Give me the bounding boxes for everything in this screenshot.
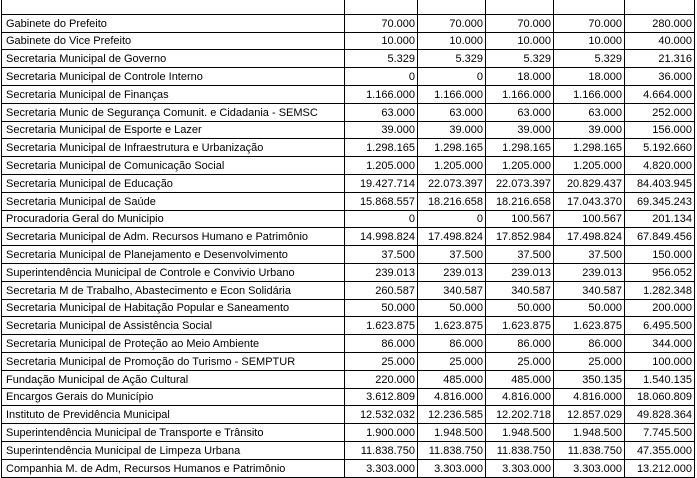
value-cell: 11.838.750 bbox=[554, 441, 625, 459]
value-cell: 25.000 bbox=[554, 352, 625, 370]
agency-name-cell: Secretaria Municipal de Planejamento e Desenvolvimento bbox=[2, 246, 345, 264]
value-cell: 25.000 bbox=[418, 352, 486, 370]
table-row bbox=[2, 85, 695, 103]
value-cell: 18.216.658 bbox=[418, 192, 486, 210]
agency-name-cell: Secretaria Municipal de Adm. Recursos Humano e Patrimônio bbox=[2, 228, 345, 246]
value-cell: 18.000 bbox=[486, 68, 554, 86]
value-cell: 12.202.718 bbox=[486, 406, 554, 424]
total-value-cell: 13.212.000 bbox=[625, 459, 695, 477]
table-row-top-partial bbox=[2, 0, 695, 14]
table-row bbox=[2, 370, 695, 388]
value-cell: 1.166.000 bbox=[418, 85, 486, 103]
value-cell: 485.000 bbox=[486, 370, 554, 388]
table-row bbox=[2, 263, 695, 281]
value-cell: 1.298.165 bbox=[554, 139, 625, 157]
budget-table-body bbox=[2, 0, 695, 477]
value-cell: 17.852.984 bbox=[486, 228, 554, 246]
value-cell: 350.135 bbox=[554, 370, 625, 388]
value-cell: 260.587 bbox=[345, 281, 418, 299]
total-value-cell: 1.540.135 bbox=[625, 370, 695, 388]
value-cell: 1.900.000 bbox=[345, 424, 418, 442]
value-cell: 1.948.500 bbox=[418, 424, 486, 442]
value-cell: 0 bbox=[418, 210, 486, 228]
total-value-cell: 280.000 bbox=[625, 14, 695, 32]
total-value-cell: 4.664.000 bbox=[625, 85, 695, 103]
value-cell: 100.567 bbox=[486, 210, 554, 228]
agency-name-cell: Gabinete do Prefeito bbox=[2, 14, 345, 32]
value-cell: 70.000 bbox=[486, 14, 554, 32]
value-cell: 10.000 bbox=[486, 32, 554, 50]
value-cell: 11.838.750 bbox=[418, 441, 486, 459]
value-cell: 70.000 bbox=[554, 14, 625, 32]
total-value-cell: 252.000 bbox=[625, 103, 695, 121]
value-cell: 3.303.000 bbox=[418, 459, 486, 477]
value-cell: 10.000 bbox=[418, 32, 486, 50]
value-cell: 1.298.165 bbox=[418, 139, 486, 157]
agency-name-cell: Instituto de Previdência Municipal bbox=[2, 406, 345, 424]
value-cell: 39.000 bbox=[486, 121, 554, 139]
table-row bbox=[2, 139, 695, 157]
value-cell: 3.303.000 bbox=[345, 459, 418, 477]
value-cell: 86.000 bbox=[345, 335, 418, 353]
total-value-cell: 1.282.348 bbox=[625, 281, 695, 299]
value-cell: 22.073.397 bbox=[418, 174, 486, 192]
value-cell: 1.205.000 bbox=[486, 157, 554, 175]
value-cell: 220.000 bbox=[345, 370, 418, 388]
value-cell: 37.500 bbox=[486, 246, 554, 264]
total-value-cell: 100.000 bbox=[625, 352, 695, 370]
total-value-cell: 6.495.500 bbox=[625, 317, 695, 335]
value-cell: 1.298.165 bbox=[486, 139, 554, 157]
total-value-cell: 156.000 bbox=[625, 121, 695, 139]
total-value-cell: 67.849.456 bbox=[625, 228, 695, 246]
value-cell: 11.838.750 bbox=[486, 441, 554, 459]
value-cell: 50.000 bbox=[486, 299, 554, 317]
table-cell bbox=[2, 0, 345, 14]
table-row bbox=[2, 335, 695, 353]
total-value-cell: 36.000 bbox=[625, 68, 695, 86]
value-cell: 1.623.875 bbox=[486, 317, 554, 335]
value-cell: 19.427.714 bbox=[345, 174, 418, 192]
value-cell: 50.000 bbox=[554, 299, 625, 317]
value-cell: 3.303.000 bbox=[486, 459, 554, 477]
agency-name-cell: Secretaria Municipal de Promoção do Turismo - SEMPTUR bbox=[2, 352, 345, 370]
total-value-cell: 49.828.364 bbox=[625, 406, 695, 424]
value-cell: 340.587 bbox=[554, 281, 625, 299]
value-cell: 63.000 bbox=[486, 103, 554, 121]
value-cell: 1.166.000 bbox=[345, 85, 418, 103]
table-row bbox=[2, 174, 695, 192]
agency-name-cell: Secretaria Municipal de Esporte e Lazer bbox=[2, 121, 345, 139]
value-cell: 37.500 bbox=[418, 246, 486, 264]
value-cell: 20.829.437 bbox=[554, 174, 625, 192]
table-row bbox=[2, 157, 695, 175]
value-cell: 100.567 bbox=[554, 210, 625, 228]
value-cell: 86.000 bbox=[418, 335, 486, 353]
agency-name-cell: Superintendência Municipal de Limpeza Urbana bbox=[2, 441, 345, 459]
total-value-cell: 84.403.945 bbox=[625, 174, 695, 192]
value-cell: 17.043.370 bbox=[554, 192, 625, 210]
value-cell: 17.498.824 bbox=[554, 228, 625, 246]
value-cell: 10.000 bbox=[554, 32, 625, 50]
value-cell: 3.612.809 bbox=[345, 388, 418, 406]
value-cell: 1.205.000 bbox=[418, 157, 486, 175]
value-cell: 485.000 bbox=[418, 370, 486, 388]
value-cell: 39.000 bbox=[345, 121, 418, 139]
agency-name-cell: Procuradoria Geral do Municipio bbox=[2, 210, 345, 228]
table-row bbox=[2, 210, 695, 228]
total-value-cell: 5.192.660 bbox=[625, 139, 695, 157]
value-cell: 5.329 bbox=[486, 50, 554, 68]
value-cell: 1.205.000 bbox=[345, 157, 418, 175]
table-row bbox=[2, 32, 695, 50]
table-row bbox=[2, 50, 695, 68]
value-cell: 1.166.000 bbox=[486, 85, 554, 103]
table-cell bbox=[554, 0, 625, 14]
agency-name-cell: Secretaria Municipal de Finanças bbox=[2, 85, 345, 103]
value-cell: 1.948.500 bbox=[486, 424, 554, 442]
value-cell: 1.166.000 bbox=[554, 85, 625, 103]
agency-name-cell: Secretaria Municipal de Controle Interno bbox=[2, 68, 345, 86]
agency-name-cell: Secretaria Municipal de Infraestrutura e Urbanização bbox=[2, 139, 345, 157]
table-row bbox=[2, 103, 695, 121]
value-cell: 70.000 bbox=[418, 14, 486, 32]
value-cell: 239.013 bbox=[418, 263, 486, 281]
value-cell: 86.000 bbox=[554, 335, 625, 353]
value-cell: 37.500 bbox=[554, 246, 625, 264]
value-cell: 86.000 bbox=[486, 335, 554, 353]
agency-name-cell: Secretaria Munic de Segurança Comunit. e Cidadania - SEMSC bbox=[2, 103, 345, 121]
value-cell: 1.948.500 bbox=[554, 424, 625, 442]
agency-name-cell: Superintendência Municipal de Transporte e Trânsito bbox=[2, 424, 345, 442]
agency-name-cell: Secretaria Municipal de Governo bbox=[2, 50, 345, 68]
table-row bbox=[2, 406, 695, 424]
agency-name-cell: Secretaria Municipal de Habitação Popular e Saneamento bbox=[2, 299, 345, 317]
table-row bbox=[2, 441, 695, 459]
table-row bbox=[2, 281, 695, 299]
agency-name-cell: Companhia M. de Adm, Recursos Humanos e Patrimônio bbox=[2, 459, 345, 477]
table-cell bbox=[345, 0, 418, 14]
total-value-cell: 69.345.243 bbox=[625, 192, 695, 210]
value-cell: 63.000 bbox=[345, 103, 418, 121]
value-cell: 1.623.875 bbox=[554, 317, 625, 335]
table-row bbox=[2, 192, 695, 210]
table-row bbox=[2, 388, 695, 406]
value-cell: 5.329 bbox=[554, 50, 625, 68]
value-cell: 12.532.032 bbox=[345, 406, 418, 424]
table-row bbox=[2, 14, 695, 32]
value-cell: 37.500 bbox=[345, 246, 418, 264]
total-value-cell: 344.000 bbox=[625, 335, 695, 353]
value-cell: 15.868.557 bbox=[345, 192, 418, 210]
value-cell: 17.498.824 bbox=[418, 228, 486, 246]
value-cell: 22.073.397 bbox=[486, 174, 554, 192]
table-cell bbox=[625, 0, 695, 14]
value-cell: 50.000 bbox=[418, 299, 486, 317]
value-cell: 18.216.658 bbox=[486, 192, 554, 210]
value-cell: 3.303.000 bbox=[554, 459, 625, 477]
agency-name-cell: Secretaria Municipal de Assistência Social bbox=[2, 317, 345, 335]
value-cell: 340.587 bbox=[418, 281, 486, 299]
value-cell: 39.000 bbox=[554, 121, 625, 139]
value-cell: 14.998.824 bbox=[345, 228, 418, 246]
value-cell: 1.623.875 bbox=[418, 317, 486, 335]
table-row bbox=[2, 352, 695, 370]
value-cell: 4.816.000 bbox=[418, 388, 486, 406]
total-value-cell: 7.745.500 bbox=[625, 424, 695, 442]
value-cell: 11.838.750 bbox=[345, 441, 418, 459]
value-cell: 18.000 bbox=[554, 68, 625, 86]
agency-name-cell: Superintendência Municipal de Controle e Convivio Urbano bbox=[2, 263, 345, 281]
agency-name-cell: Secretaria M de Trabalho, Abastecimento e Econ Solidária bbox=[2, 281, 345, 299]
agency-name-cell: Encargos Gerais do Município bbox=[2, 388, 345, 406]
value-cell: 340.587 bbox=[486, 281, 554, 299]
value-cell: 0 bbox=[345, 68, 418, 86]
agency-name-cell: Gabinete do Vice Prefeito bbox=[2, 32, 345, 50]
value-cell: 63.000 bbox=[554, 103, 625, 121]
table-row bbox=[2, 459, 695, 477]
agency-name-cell: Secretaria Municipal de Proteção ao Meio Ambiente bbox=[2, 335, 345, 353]
value-cell: 10.000 bbox=[345, 32, 418, 50]
total-value-cell: 956.052 bbox=[625, 263, 695, 281]
budget-table bbox=[1, 0, 695, 478]
value-cell: 0 bbox=[418, 68, 486, 86]
value-cell: 5.329 bbox=[345, 50, 418, 68]
table-row bbox=[2, 299, 695, 317]
value-cell: 12.857.029 bbox=[554, 406, 625, 424]
agency-name-cell: Fundação Municipal de Ação Cultural bbox=[2, 370, 345, 388]
agency-name-cell: Secretaria Municipal de Educação bbox=[2, 174, 345, 192]
value-cell: 50.000 bbox=[345, 299, 418, 317]
value-cell: 1.298.165 bbox=[345, 139, 418, 157]
value-cell: 1.623.875 bbox=[345, 317, 418, 335]
table-row bbox=[2, 424, 695, 442]
total-value-cell: 150.000 bbox=[625, 246, 695, 264]
agency-name-cell: Secretaria Municipal de Comunicação Social bbox=[2, 157, 345, 175]
total-value-cell: 200.000 bbox=[625, 299, 695, 317]
table-row bbox=[2, 228, 695, 246]
total-value-cell: 18.060.809 bbox=[625, 388, 695, 406]
value-cell: 25.000 bbox=[486, 352, 554, 370]
value-cell: 239.013 bbox=[486, 263, 554, 281]
table-row bbox=[2, 246, 695, 264]
value-cell: 39.000 bbox=[418, 121, 486, 139]
total-value-cell: 47.355.000 bbox=[625, 441, 695, 459]
total-value-cell: 21.316 bbox=[625, 50, 695, 68]
value-cell: 12.236.585 bbox=[418, 406, 486, 424]
value-cell: 239.013 bbox=[345, 263, 418, 281]
table-row bbox=[2, 121, 695, 139]
value-cell: 63.000 bbox=[418, 103, 486, 121]
value-cell: 4.816.000 bbox=[554, 388, 625, 406]
value-cell: 5.329 bbox=[418, 50, 486, 68]
value-cell: 239.013 bbox=[554, 263, 625, 281]
agency-name-cell: Secretaria Municipal de Saúde bbox=[2, 192, 345, 210]
table-cell bbox=[486, 0, 554, 14]
table-row bbox=[2, 317, 695, 335]
value-cell: 0 bbox=[345, 210, 418, 228]
table-cell bbox=[418, 0, 486, 14]
total-value-cell: 40.000 bbox=[625, 32, 695, 50]
total-value-cell: 4.820.000 bbox=[625, 157, 695, 175]
value-cell: 25.000 bbox=[345, 352, 418, 370]
table-row bbox=[2, 68, 695, 86]
total-value-cell: 201.134 bbox=[625, 210, 695, 228]
value-cell: 4.816.000 bbox=[486, 388, 554, 406]
value-cell: 1.205.000 bbox=[554, 157, 625, 175]
value-cell: 70.000 bbox=[345, 14, 418, 32]
